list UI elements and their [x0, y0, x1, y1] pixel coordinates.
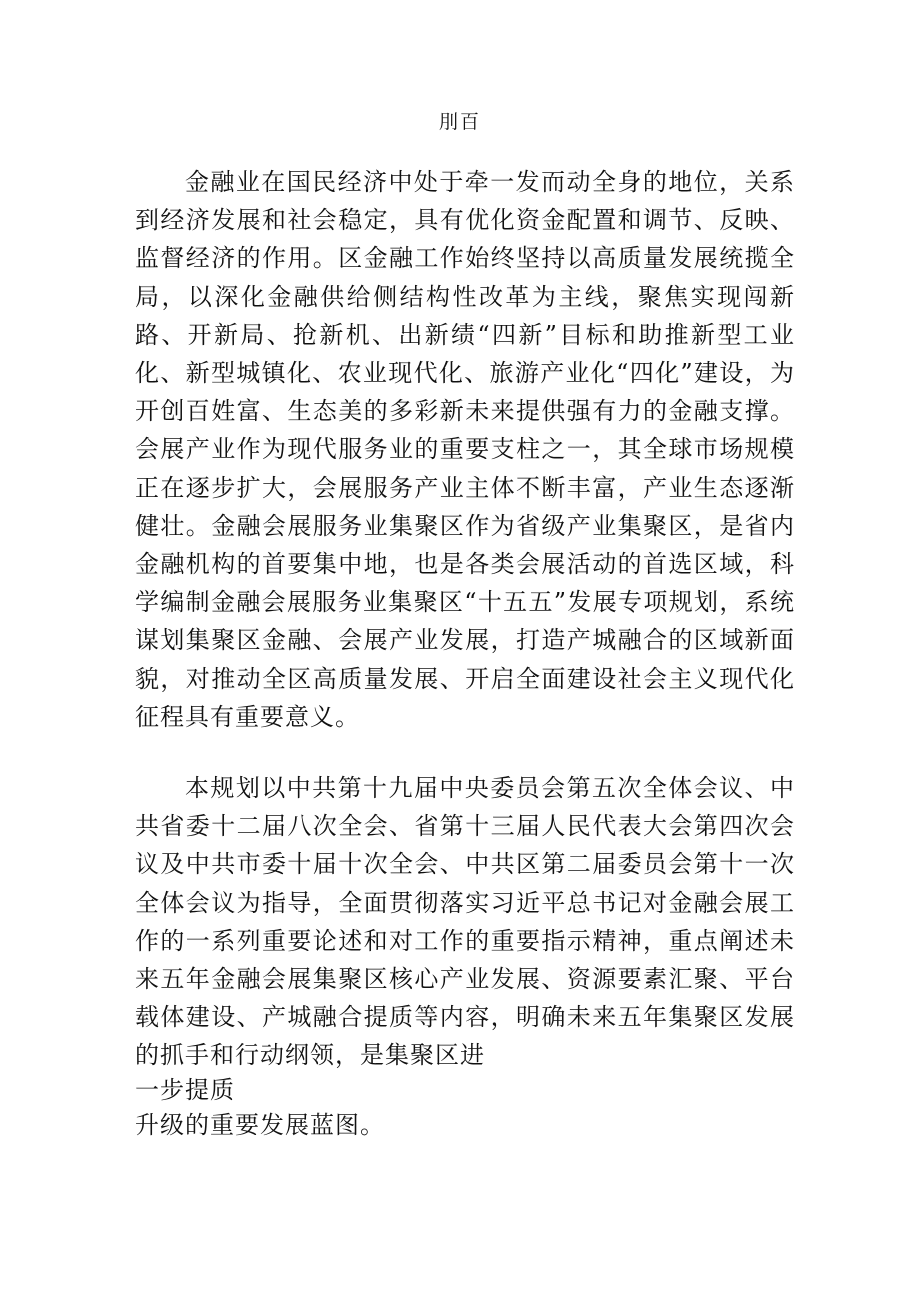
page-title: 刖百	[438, 111, 481, 133]
paragraph-2-tail-line-2: 升级的重要发展蓝图。	[135, 1111, 385, 1139]
paragraph-2: 本规划以中共第十九届中央委员会第五次全体会议、中共省委十二届八次全会、省第十三届人民代表大会第四次会议及中共市委十届十次全会、中共区第二届委员会第十一次全体会议为指导，全面贯彻落实习近平总书记对金融会展工作的一系列重要论述和对工作的重要指示精神，重点阐述未来五年金融会展集聚区核心产业发展、资源要素汇聚、平台载体建设、产城融合提质等内容，明确未来五年集聚区发展的抓手和行动纲领，是集聚区进	[135, 774, 795, 1070]
paragraph-1: 金融业在国民经济中处于牵一发而动全身的地位，关系到经济发展和社会稳定，具有优化资金配置和调节、反映、监督经济的作用。区金融工作始终坚持以高质量发展统揽全局，以深化金融供给侧结构性改革为主线，聚焦实现闯新路、开新局、抢新机、出新绩“四新”目标和助推新型工业化、新型城镇化、农业现代化、旅游产业化“四化”建设，为开创百姓富、生态美的多彩新未来提供强有力的金融支撑。会展产业作为现代服务业的重要支柱之一，其全球市场规模正在逐步扩大，会展服务产业主体不断丰富，产业生态逐渐健壮。金融会展服务业集聚区作为省级产业集聚区，是省内金融机构的首要集中地，也是各类会展活动的首选区域，科学编制金融会展服务业集聚区“十五五”发展专项规划，系统谋划集聚区金融、会展产业发展，打造产城融合的区域新面貌，对推动全区高质量发展、开启全面建设社会主义现代化征程具有重要意义。	[135, 168, 795, 731]
paragraph-2-tail-line-1: 一步提质	[135, 1076, 235, 1104]
